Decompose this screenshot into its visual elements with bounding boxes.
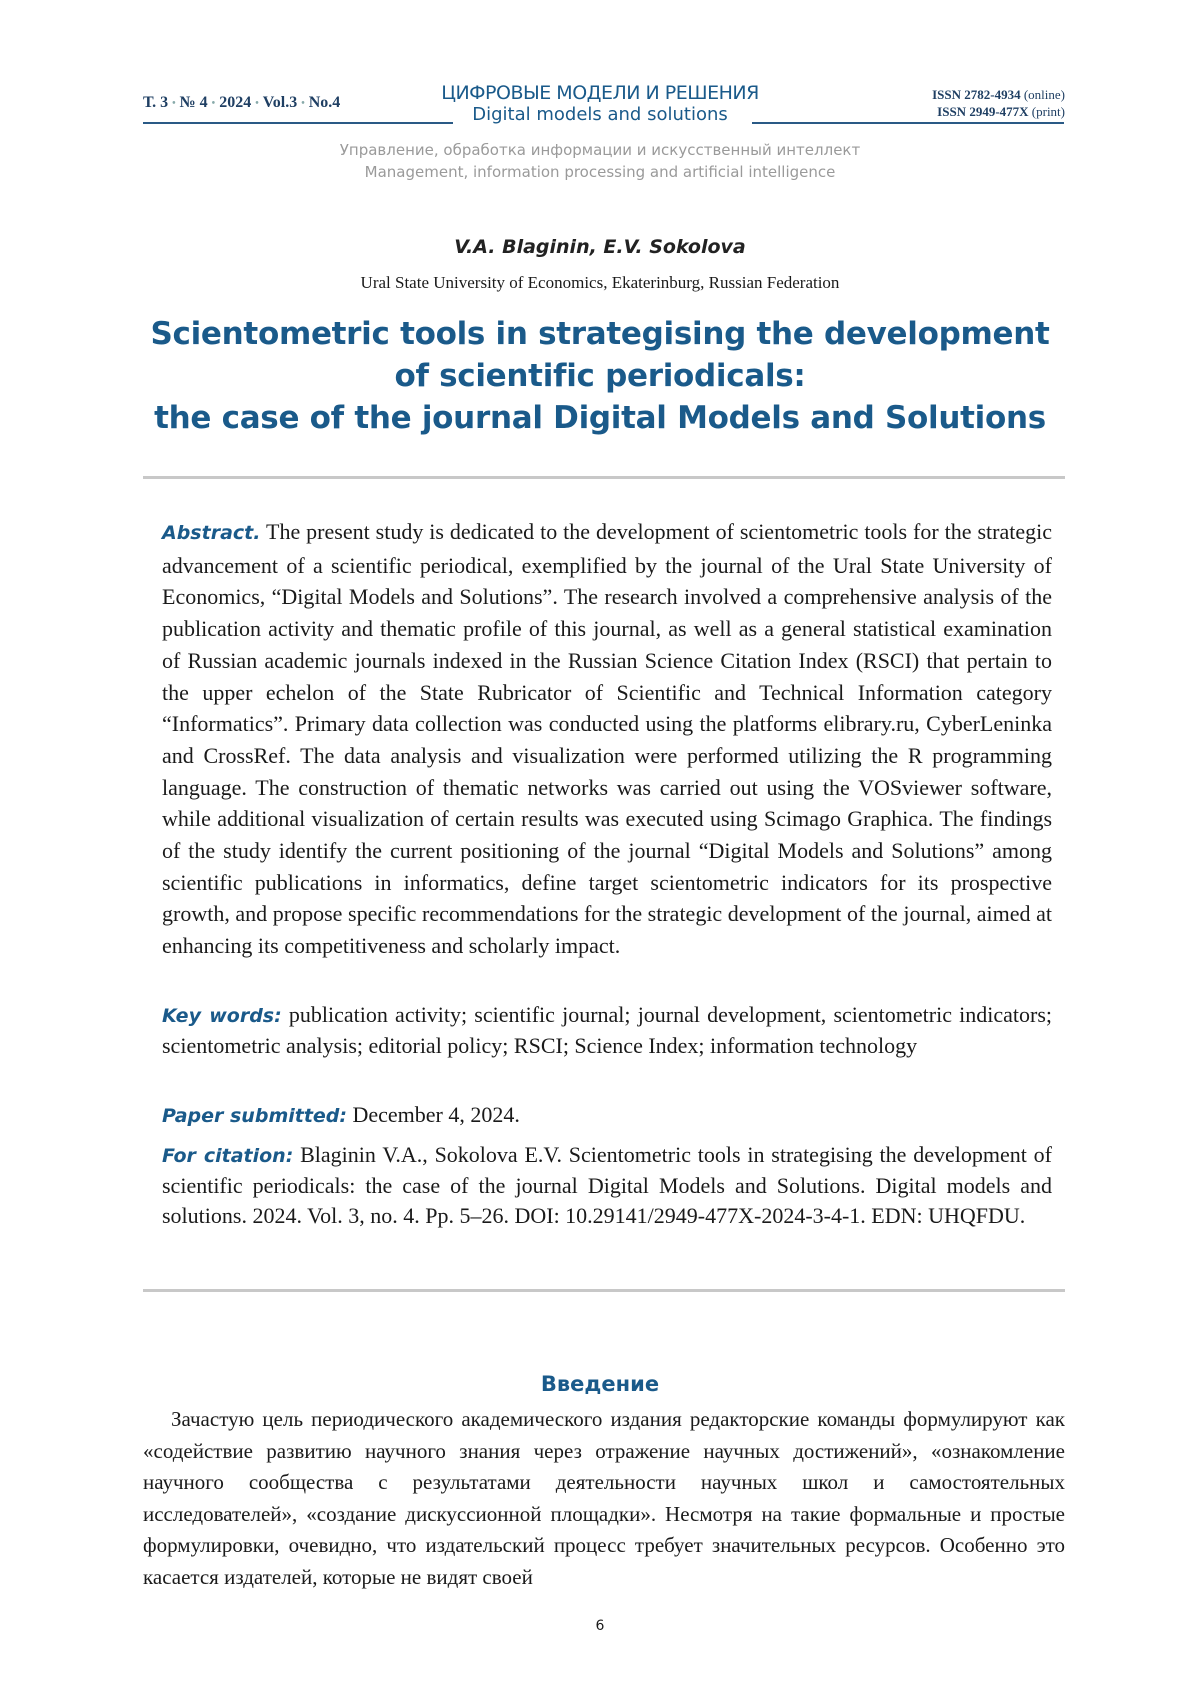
title-line: the case of the journal Digital Models and Solutions: [154, 400, 1046, 436]
keywords: [162, 1000, 1052, 1061]
journal-name-en: Digital models and solutions: [472, 104, 728, 125]
journal-name-ru: ЦИФРОВЫЕ МОДЕЛИ И РЕШЕНИЯ: [441, 82, 759, 104]
title-line: Scientometric tools in strategising the development: [150, 316, 1050, 352]
citation-text: Blaginin V.A., Sokolova E.V. Scientometric tools in strategising the development of scientific periodicals: the case of the journal Digital Models and Solutions. Digital models and solutions. 2024. Vol. 3, no. 4. Pp. 5–26. DOI: 10.29141/2949-477X-2024-3-4-1. EDN: UHQFDU.: [162, 1142, 1052, 1228]
year: 2024: [219, 94, 252, 111]
submitted-date: December 4, 2024.: [352, 1102, 520, 1127]
body-paragraph: Зачастую цель периодического академического издания редакторские команды формулируют как «содействие развитию научного знания через отражение научных достижений», «ознакомление научного сообщества с результатами деятельности научных школ и самостоятельных исследователей», «создание дискуссионной площадки». Несмотря на такие формальные и простые формулировки, очевидно, что издательский процесс требует значительных ресурсов. Особенно это касается издателей, которые не видят своей: [143, 1407, 1065, 1589]
title-line: of scientific periodicals:: [394, 358, 806, 394]
issn-online-label: (online): [1023, 87, 1065, 102]
section-en: Management, information processing and artificial intelligence: [364, 163, 836, 181]
keywords-label: Key words:: [162, 1005, 282, 1027]
journal-logo: [400, 82, 800, 126]
authors: V.A. Blaginin, E.V. Sokolova: [454, 236, 746, 258]
issn-online: ISSN 2782-4934: [932, 87, 1021, 102]
number-en: No.4: [308, 94, 341, 111]
affiliation: Ural State University of Economics, Ekaterinburg, Russian Federation: [360, 273, 840, 292]
abstract-text: The present study is dedicated to the development of scientometric tools for the strategic advancement of a scientific periodical, exemplified by the journal of the Ural State University of Economics, “Digital Models and Solutions”. The research involved a comprehensive analysis of the publication activity and thematic profile of this journal, as well as a general statistical examination of Russian academic journals indexed in the Russian Science Citation Index (RSCI) that pertain to the upper echelon of the State Rubricator of Scientific and Technical Information category “Informatics”. Primary data collection was conducted using the platforms elibrary.ru, CyberLeninka and CrossRef. The data analysis and visualization were performed utilizing the R programming language. The construction of thematic networks was carried out using the VOSviewer software, while additional visualization of certain results was executed using Scimago Graphica. The findings of the study identify the current positioning of the journal “Digital Models and Solutions” among scientific publications in informatics, define target scientometric indicators for its prospective growth, and propose specific recommendations for the strategic development of the journal, aimed at enhancing its competitiveness and scholarly impact.: [162, 519, 1052, 959]
abstract: [162, 516, 1052, 962]
issn-print-label: (print): [1031, 104, 1065, 119]
submitted-label: Paper submitted:: [162, 1105, 347, 1127]
journal-section: [0, 139, 1200, 183]
citation: [162, 1140, 1052, 1231]
issue-info: Т. 3 • № 4 • 2024 • Vol.3 • No.4: [143, 94, 341, 111]
volume-ru: Т. 3: [143, 94, 169, 111]
abstract-label: Abstract.: [162, 522, 261, 544]
volume-en: Vol.3: [262, 94, 298, 111]
submission: [162, 1100, 1052, 1131]
page-number: 6: [595, 1618, 605, 1634]
section-ru: Управление, обработка информации и искусственный интеллект: [339, 141, 861, 159]
divider: [143, 1289, 1065, 1292]
number-ru: № 4: [179, 94, 208, 111]
keywords-text: publication activity; scientific journal; journal development, scientometric indicators; scientometric analysis; editorial policy; RSCI; Science Index; information technology: [162, 1002, 1053, 1058]
citation-label: For citation:: [162, 1145, 294, 1167]
article-title: [140, 313, 1060, 439]
section-heading: Введение: [540, 1372, 660, 1396]
issn-print: ISSN 2949-477X: [937, 104, 1029, 119]
issn-block: [932, 86, 1065, 120]
divider: [143, 476, 1065, 479]
